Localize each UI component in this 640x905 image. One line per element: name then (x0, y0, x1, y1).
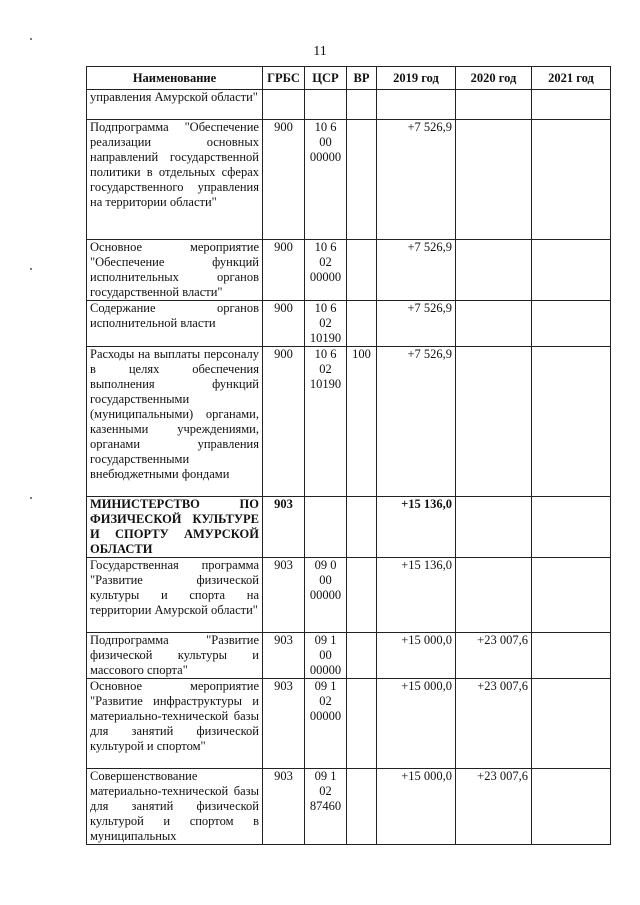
page-number: 11 (313, 44, 327, 59)
cell-y2020 (456, 558, 532, 633)
table-row (87, 90, 611, 120)
cell-grbs: 903 (263, 558, 305, 633)
cell-y2021 (532, 558, 611, 633)
cell-csr: 10 6 02 00000 (305, 240, 347, 301)
cell-csr: 09 1 00 00000 (305, 633, 347, 679)
cell-y2019: +15 136,0 (377, 497, 456, 558)
table-row (87, 240, 611, 301)
table-header-row (87, 67, 611, 90)
cell-y2020 (456, 497, 532, 558)
cell-y2019 (377, 90, 456, 120)
cell-grbs: 903 (263, 497, 305, 558)
cell-y2021 (532, 347, 611, 497)
cell-grbs: 900 (263, 301, 305, 347)
cell-name: Основное мероприятие "Обеспечение функций исполнительных органов государственной власти" (87, 240, 263, 301)
cell-y2021 (532, 769, 611, 845)
cell-y2020: +23 007,6 (456, 679, 532, 769)
cell-y2020 (456, 120, 532, 240)
table-row (87, 633, 611, 679)
cell-vr: 100 (347, 347, 377, 497)
cell-y2020 (456, 347, 532, 497)
cell-csr: 10 6 00 00000 (305, 120, 347, 240)
table-row (87, 558, 611, 633)
scan-speck (30, 497, 32, 499)
cell-y2021 (532, 90, 611, 120)
cell-csr: 09 1 02 87460 (305, 769, 347, 845)
cell-csr: 10 6 02 10190 (305, 301, 347, 347)
cell-vr (347, 240, 377, 301)
cell-name: управления Амурской области" (87, 90, 263, 120)
cell-y2021 (532, 497, 611, 558)
cell-vr (347, 90, 377, 120)
scan-speck (30, 268, 32, 270)
cell-y2020: +23 007,6 (456, 769, 532, 845)
cell-y2021 (532, 301, 611, 347)
cell-csr: 09 1 02 00000 (305, 679, 347, 769)
column-header-grbs: ГРБС (263, 67, 305, 90)
cell-name: МИНИСТЕРСТВО ПО ФИЗИЧЕСКОЙ КУЛЬТУРЕ И СПОРТУ АМУРСКОЙ ОБЛАСТИ (87, 497, 263, 558)
cell-csr (305, 90, 347, 120)
cell-name: Расходы на выплаты персоналу в целях обеспечения выполнения функций государственными (муниципальными) органами, казенными учреждениями, органами управления государственными внебюджетными фондами (87, 347, 263, 497)
cell-grbs: 903 (263, 769, 305, 845)
cell-y2020 (456, 240, 532, 301)
cell-csr: 10 6 02 10190 (305, 347, 347, 497)
cell-csr (305, 497, 347, 558)
cell-grbs: 900 (263, 347, 305, 497)
cell-name: Подпрограмма "Развитие физической культуры и массового спорта" (87, 633, 263, 679)
cell-y2020 (456, 301, 532, 347)
cell-y2021 (532, 240, 611, 301)
cell-grbs: 900 (263, 240, 305, 301)
cell-y2020: +23 007,6 (456, 633, 532, 679)
cell-name: Совершенствование материально-технической базы для занятий физической культурой и спортом в муниципальных (87, 769, 263, 845)
cell-y2019: +15 136,0 (377, 558, 456, 633)
cell-name: Государственная программа "Развитие физической культуры и спорта на территории Амурской области" (87, 558, 263, 633)
cell-y2019: +15 000,0 (377, 679, 456, 769)
cell-grbs: 900 (263, 120, 305, 240)
scan-speck (30, 38, 32, 40)
cell-y2019: +7 526,9 (377, 240, 456, 301)
cell-vr (347, 120, 377, 240)
cell-y2019: +15 000,0 (377, 633, 456, 679)
column-header-csr: ЦСР (305, 67, 347, 90)
cell-vr (347, 558, 377, 633)
cell-y2019: +15 000,0 (377, 769, 456, 845)
column-header-2020: 2020 год (456, 67, 532, 90)
column-header-2019: 2019 год (377, 67, 456, 90)
cell-y2020 (456, 90, 532, 120)
cell-csr: 09 0 00 00000 (305, 558, 347, 633)
cell-y2021 (532, 679, 611, 769)
cell-y2019: +7 526,9 (377, 120, 456, 240)
cell-name: Подпрограмма "Обеспечение реализации основных направлений государственной политики в отдельных сферах государственного управления на территории области" (87, 120, 263, 240)
table-row (87, 301, 611, 347)
cell-vr (347, 679, 377, 769)
table-row (87, 769, 611, 845)
cell-vr (347, 497, 377, 558)
table-row (87, 347, 611, 497)
cell-grbs: 903 (263, 633, 305, 679)
cell-vr (347, 769, 377, 845)
cell-y2019: +7 526,9 (377, 347, 456, 497)
cell-y2021 (532, 120, 611, 240)
column-header-2021: 2021 год (532, 67, 611, 90)
cell-name: Основное мероприятие "Развитие инфраструктуры и материально-технической базы для занятий физической культурой и спортом" (87, 679, 263, 769)
table-body (87, 90, 611, 845)
table-row (87, 679, 611, 769)
cell-vr (347, 633, 377, 679)
column-header-name: Наименование (87, 67, 263, 90)
budget-table (86, 66, 611, 845)
cell-vr (347, 301, 377, 347)
cell-name: Содержание органов исполнительной власти (87, 301, 263, 347)
column-header-vr: ВР (347, 67, 377, 90)
cell-y2021 (532, 633, 611, 679)
cell-grbs: 903 (263, 679, 305, 769)
cell-grbs (263, 90, 305, 120)
cell-y2019: +7 526,9 (377, 301, 456, 347)
table-row (87, 497, 611, 558)
table-row (87, 120, 611, 240)
